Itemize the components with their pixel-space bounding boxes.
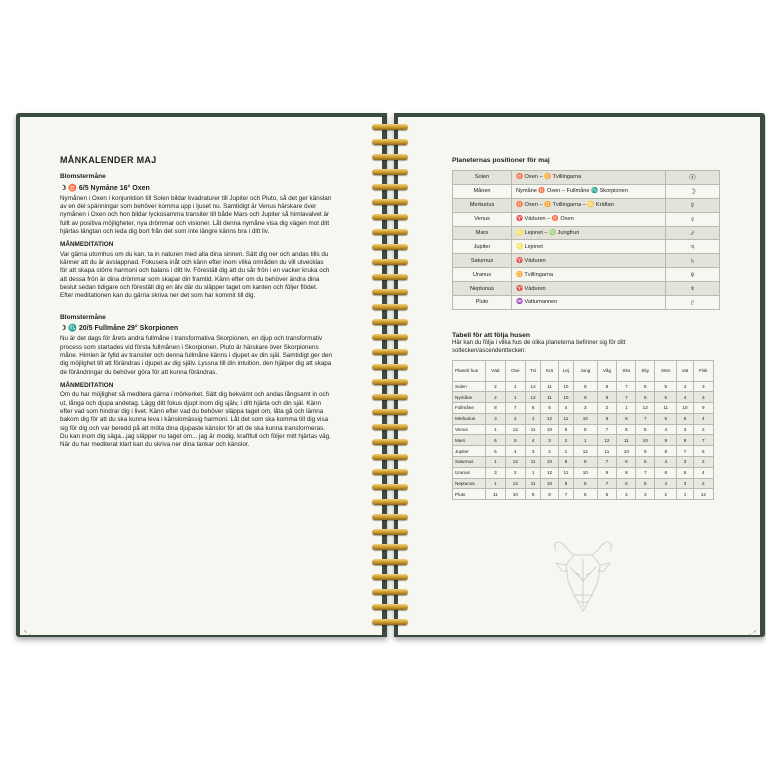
- houses-cell: 1: [505, 381, 525, 392]
- houses-cell: 10: [541, 424, 559, 435]
- right-page-content: [452, 157, 720, 500]
- houses-planet-name: Uranus: [453, 467, 486, 478]
- houses-cell: 3: [636, 489, 655, 500]
- spiral-ring: [364, 124, 416, 132]
- positions-row: [453, 171, 720, 185]
- houses-cell: 10: [541, 457, 559, 468]
- houses-cell: 1: [525, 413, 540, 424]
- planet-name: Saturnus: [453, 254, 512, 268]
- spiral-ring: [364, 574, 416, 582]
- houses-cell: 3: [541, 435, 559, 446]
- houses-cell: 1: [486, 478, 506, 489]
- houses-cell: 10: [505, 489, 525, 500]
- left-page-content: [60, 155, 332, 454]
- houses-corner-header: Planet/ hus: [453, 360, 486, 381]
- planet-name: Månen: [453, 184, 512, 198]
- houses-cell: 3: [677, 424, 693, 435]
- right-page: [398, 117, 760, 635]
- houses-cell: 11: [558, 467, 573, 478]
- houses-cell: 5: [636, 457, 655, 468]
- houses-cell: 12: [525, 392, 540, 403]
- houses-cell: 2: [486, 381, 506, 392]
- houses-column-header: Våg: [597, 360, 617, 381]
- houses-cell: 3: [677, 457, 693, 468]
- houses-cell: 11: [541, 381, 559, 392]
- planet-name: Venus: [453, 212, 512, 226]
- spiral-ring: [364, 439, 416, 447]
- houses-cell: 5: [486, 446, 506, 457]
- houses-cell: 12: [574, 446, 598, 457]
- houses-cell: 5: [597, 489, 617, 500]
- houses-cell: 12: [505, 457, 525, 468]
- houses-cell: 3: [525, 446, 540, 457]
- houses-cell: 1: [505, 392, 525, 403]
- houses-row: [453, 435, 714, 446]
- houses-cell: 8: [486, 403, 506, 414]
- houses-cell: 8: [597, 392, 617, 403]
- houses-planet-name: Merkurius: [453, 413, 486, 424]
- houses-row: [453, 467, 714, 478]
- houses-cell: 11: [655, 403, 677, 414]
- page-corner-dashes: [726, 600, 756, 635]
- planet-symbol-icon: ♇: [666, 296, 720, 310]
- bull-head-icon: [548, 537, 618, 617]
- houses-cell: 4: [655, 457, 677, 468]
- positions-title: Planeternas positioner för maj: [452, 157, 550, 164]
- planet-symbol-icon: ♃: [666, 240, 720, 254]
- houses-cell: 6: [636, 381, 655, 392]
- houses-planet-name: Solen: [453, 381, 486, 392]
- houses-cell: 4: [505, 446, 525, 457]
- houses-cell: 1: [677, 489, 693, 500]
- spiral-ring: [364, 589, 416, 597]
- spiral-ring: [364, 379, 416, 387]
- houses-cell: 7: [505, 403, 525, 414]
- houses-row: [453, 392, 714, 403]
- planet-symbol-icon: ♀: [666, 212, 720, 226]
- houses-row: [453, 403, 714, 414]
- houses-cell: 1: [525, 467, 540, 478]
- spiral-ring: [364, 154, 416, 162]
- houses-cell: 9: [558, 424, 573, 435]
- houses-cell: 8: [655, 446, 677, 457]
- positions-row: [453, 226, 720, 240]
- houses-planet-name: Venus: [453, 424, 486, 435]
- houses-cell: 6: [617, 424, 636, 435]
- houses-column-header: Vat: [677, 360, 693, 381]
- houses-cell: 11: [617, 435, 636, 446]
- houses-cell: 9: [693, 403, 713, 414]
- houses-row: [453, 489, 714, 500]
- spiral-ring: [364, 544, 416, 552]
- positions-row: [453, 268, 720, 282]
- houses-cell: 12: [505, 424, 525, 435]
- houses-cell: 7: [636, 413, 655, 424]
- houses-cell: 7: [636, 467, 655, 478]
- spiral-ring: [364, 334, 416, 342]
- section2-meditation-heading: MÅNMEDITATION: [60, 381, 114, 389]
- houses-cell: 3: [486, 467, 506, 478]
- planet-name: Mars: [453, 226, 512, 240]
- planet-name: Jupiter: [453, 240, 512, 254]
- houses-cell: 10: [677, 403, 693, 414]
- houses-cell: 7: [617, 392, 636, 403]
- houses-cell: 10: [558, 381, 573, 392]
- houses-column-header: Oxe: [505, 360, 525, 381]
- planet-position: Nymåne ♉ Oxen – Fullmåne ♏ Skorpionen: [512, 184, 666, 198]
- houses-cell: 2: [693, 424, 713, 435]
- planet-symbol-icon: ☿: [666, 198, 720, 212]
- spiral-ring: [364, 139, 416, 147]
- houses-column-header: Lej: [558, 360, 573, 381]
- houses-row: [453, 457, 714, 468]
- houses-cell: 12: [525, 381, 540, 392]
- section1-moon-line: ☽ ♉ 6/5 Nymåne 16° Oxen: [60, 184, 150, 192]
- houses-cell: 10: [574, 413, 598, 424]
- houses-column-header: Sten: [655, 360, 677, 381]
- planet-position: ♉ Oxen – ♊ Tvillingarna: [512, 171, 666, 185]
- planet-position: ♈ Väduren: [512, 254, 666, 268]
- houses-cell: 4: [525, 435, 540, 446]
- houses-cell: 5: [636, 478, 655, 489]
- houses-cell: 6: [525, 403, 540, 414]
- section1-meditation: Var gärna utomhus om du kan, ta in naturen med alla dina sinnen. Sätt dig ner och andas tills du känner att du är avslappnad. Fokusera inåt och känn efter inom vilka områden du vill utvecklas för att skapa större harmoni och balans i ditt liv. Föreställ dig att du sår frön i en vacker kruka och att dessa frön är dina drömmar som skapar din framtid. Känn efter om du behöver ändra dina beslut sedan tidigare och föreställ dig en älv där du släpper taget om kanten och följer flödet. Efter meditationen kan du gärna skriva ner det som har kommit till dig.: [60, 250, 330, 300]
- houses-cell: 1: [617, 403, 636, 414]
- houses-cell: 12: [636, 403, 655, 414]
- houses-cell: 8: [574, 424, 598, 435]
- spiral-ring: [364, 274, 416, 282]
- spiral-ring: [364, 529, 416, 537]
- houses-cell: 9: [574, 381, 598, 392]
- houses-cell: 8: [617, 467, 636, 478]
- spiral-ring: [364, 199, 416, 207]
- houses-cell: 7: [597, 478, 617, 489]
- houses-planet-name: Mars: [453, 435, 486, 446]
- planet-position: ♌ Lejonet: [512, 240, 666, 254]
- houses-cell: 8: [574, 457, 598, 468]
- planet-name: Neptunus: [453, 282, 512, 296]
- houses-cell: 2: [597, 403, 617, 414]
- houses-cell: 9: [525, 489, 540, 500]
- houses-cell: 5: [655, 392, 677, 403]
- spiral-ring: [364, 319, 416, 327]
- houses-cell: 4: [617, 489, 636, 500]
- planet-position: ♒ Vattumannen: [512, 296, 666, 310]
- positions-row: [453, 184, 720, 198]
- spiral-ring: [364, 454, 416, 462]
- houses-cell: 12: [505, 478, 525, 489]
- houses-cell: 8: [574, 478, 598, 489]
- spiral-ring: [364, 304, 416, 312]
- houses-cell: 9: [636, 446, 655, 457]
- houses-cell: 5: [677, 413, 693, 424]
- houses-cell: 8: [617, 413, 636, 424]
- houses-row: [453, 446, 714, 457]
- houses-planet-name: Nymåne: [453, 392, 486, 403]
- planet-name: Merkurius: [453, 198, 512, 212]
- houses-cell: 6: [574, 489, 598, 500]
- houses-table: [452, 360, 714, 501]
- spiral-ring: [364, 349, 416, 357]
- houses-cell: 9: [597, 413, 617, 424]
- houses-column-header: Fisk: [693, 360, 713, 381]
- spiral-ring: [364, 469, 416, 477]
- houses-cell: 6: [693, 446, 713, 457]
- houses-cell: 6: [636, 392, 655, 403]
- spiral-ring: [364, 289, 416, 297]
- houses-row: [453, 413, 714, 424]
- spiral-ring: [364, 424, 416, 432]
- houses-cell: 7: [597, 457, 617, 468]
- houses-cell: 7: [677, 446, 693, 457]
- spiral-ring: [364, 604, 416, 612]
- houses-cell: 5: [541, 403, 559, 414]
- houses-cell: 5: [655, 381, 677, 392]
- houses-cell: 4: [677, 392, 693, 403]
- planet-symbol-icon: ♂: [666, 226, 720, 240]
- houses-cell: 4: [558, 403, 573, 414]
- houses-cell: 5: [677, 467, 693, 478]
- houses-cell: 11: [541, 392, 559, 403]
- houses-cell: 9: [597, 467, 617, 478]
- houses-column-header: Sky: [636, 360, 655, 381]
- houses-cell: 11: [486, 489, 506, 500]
- houses-cell: 2: [541, 446, 559, 457]
- spiral-ring: [364, 619, 416, 627]
- planet-symbol-icon: ☉: [666, 171, 720, 185]
- page-corner-dashes: [24, 600, 54, 635]
- section2-heading: Blomstermåne: [60, 313, 106, 321]
- houses-cell: 10: [617, 446, 636, 457]
- houses-cell: 11: [597, 446, 617, 457]
- houses-title: Tabell för att följa husen: [452, 331, 531, 339]
- houses-cell: 6: [655, 413, 677, 424]
- houses-planet-name: Jupiter: [453, 446, 486, 457]
- houses-cell: 3: [677, 478, 693, 489]
- houses-cell: 6: [617, 457, 636, 468]
- planet-position: ♈ Väduren – ♉ Oxen: [512, 212, 666, 226]
- houses-cell: 10: [636, 435, 655, 446]
- houses-cell: 11: [525, 457, 540, 468]
- section1-paragraph: Nymånen i Oxen i konjunktion till Solen bildar kvadraturer till Jupiter och Pluto, så det ger känslan av en del spänningar som behöver komma upp i ljuset nu. Samtidigt är Venus härskare över nymånen i Oxen och hon bildar lyckosamma transiter till både Mars och Jupiter så himlavalvet är fullt av positiva möjligheter, nya drömmar och visioner. Låt denna nymåne visa dig vägen mot ditt hjärtas längtan och leda dig bort från det som inte längre känns bra i ditt liv.: [60, 194, 332, 235]
- positions-row: [453, 198, 720, 212]
- houses-subtitle: Här kan du följa i vilka hus de olika planeterna befinner sig för ditt soltecken/ascendenttecken:: [452, 339, 626, 354]
- planet-symbol-icon: ☽: [666, 184, 720, 198]
- houses-cell: 3: [574, 403, 598, 414]
- houses-column-header: Tvi: [525, 360, 540, 381]
- houses-cell: 6: [655, 467, 677, 478]
- spiral-ring: [364, 514, 416, 522]
- houses-cell: 12: [541, 467, 559, 478]
- houses-planet-name: Neptunus: [453, 478, 486, 489]
- houses-planet-name: Saturnus: [453, 457, 486, 468]
- houses-cell: 11: [558, 413, 573, 424]
- page-title: MÅNKALENDER MAJ: [60, 155, 157, 165]
- houses-cell: 11: [525, 424, 540, 435]
- positions-row: [453, 254, 720, 268]
- houses-row: [453, 478, 714, 489]
- spiral-ring: [364, 244, 416, 252]
- houses-cell: 6: [486, 435, 506, 446]
- spiral-ring: [364, 364, 416, 372]
- houses-column-header: Jung: [574, 360, 598, 381]
- houses-cell: 2: [558, 435, 573, 446]
- positions-table: [452, 170, 720, 310]
- spiral-ring: [364, 559, 416, 567]
- houses-cell: 8: [677, 435, 693, 446]
- houses-cell: 1: [558, 446, 573, 457]
- spiral-ring: [364, 169, 416, 177]
- houses-cell: 9: [558, 478, 573, 489]
- spiral-ring: [364, 259, 416, 267]
- planet-position: ♈ Väduren: [512, 282, 666, 296]
- positions-row: [453, 212, 720, 226]
- planet-name: Uranus: [453, 268, 512, 282]
- spiral-ring: [364, 229, 416, 237]
- houses-cell: 9: [558, 457, 573, 468]
- planet-name: Pluto: [453, 296, 512, 310]
- houses-cell: 4: [693, 413, 713, 424]
- houses-cell: 9: [655, 435, 677, 446]
- houses-cell: 7: [617, 381, 636, 392]
- spiral-ring: [364, 394, 416, 402]
- spiral-ring: [364, 214, 416, 222]
- spiral-binding: [364, 118, 416, 634]
- houses-cell: 1: [486, 424, 506, 435]
- houses-cell: 2: [655, 489, 677, 500]
- planet-symbol-icon: ♅: [666, 268, 720, 282]
- houses-cell: 7: [558, 489, 573, 500]
- houses-cell: 12: [693, 489, 713, 500]
- houses-cell: 8: [597, 381, 617, 392]
- houses-planet-name: Pluto: [453, 489, 486, 500]
- left-page: [20, 117, 382, 635]
- houses-cell: 5: [505, 435, 525, 446]
- positions-row: [453, 282, 720, 296]
- spiral-ring: [364, 184, 416, 192]
- section2-moon-line: ☽ ♏ 20/5 Fullmåne 29° Skorpionen: [60, 325, 179, 333]
- houses-cell: 10: [558, 392, 573, 403]
- houses-cell: 1: [486, 457, 506, 468]
- section2-meditation: Om du har möjlighet så meditera gärna i mörkerket. Sätt dig bekvämt och andas långsamt in och ut, långa och djupa andetag. Lägg ditt fokus djupt inom dig själv, i ditt hjärta och din själ. Känn efter vad som hindrar dig i livet. Känn efter vad du behöver släppa taget om, låta gå och lämna bakom dig för att du ska kunna leva i känslomässig harmoni. Låt det som ska komma till dig visa sig för dig och var beredd på att möta dina djupaste känslor för att de ska kunna transformeras. Du kan inom dig säga...jag släpper nu taget om... jag är modig, kraftfull och följer mitt hjärtas väg. När du har mediterat klart kan du skriva ner dina tankar och känslor.: [60, 391, 331, 449]
- planet-name: Solen: [453, 171, 512, 185]
- planet-symbol-icon: ♄: [666, 254, 720, 268]
- houses-cell: 2: [486, 392, 506, 403]
- houses-column-header: Sko: [617, 360, 636, 381]
- houses-planet-name: Fullmåne: [453, 403, 486, 414]
- houses-column-header: Väd: [486, 360, 506, 381]
- houses-cell: 2: [693, 478, 713, 489]
- spiral-ring: [364, 409, 416, 417]
- positions-row: [453, 296, 720, 310]
- houses-cell: 4: [655, 424, 677, 435]
- section1-meditation-heading: MÅNMEDITATION: [60, 241, 114, 249]
- houses-cell: 3: [693, 392, 713, 403]
- houses-cell: 3: [486, 413, 506, 424]
- houses-cell: 11: [525, 478, 540, 489]
- planet-symbol-icon: ♆: [666, 282, 720, 296]
- houses-cell: 8: [541, 489, 559, 500]
- planet-position: ♊ Tvillingarna: [512, 268, 666, 282]
- houses-cell: 2: [693, 457, 713, 468]
- houses-cell: 10: [574, 467, 598, 478]
- houses-cell: 2: [505, 467, 525, 478]
- houses-cell: 6: [617, 478, 636, 489]
- spiral-ring: [364, 484, 416, 492]
- houses-cell: 10: [541, 478, 559, 489]
- houses-row: [453, 381, 714, 392]
- houses-cell: 12: [597, 435, 617, 446]
- houses-cell: 3: [693, 381, 713, 392]
- section2-paragraph: Nu är det dags för årets andra fullmåne i transformativa Skorpionen, en djup och transformativ process som startades vid första fullmånen i Skorpionen. Pluto är härskare över Skorpionens måne. Himlen är fylld av transiter och denna fullmåne känns i djupet av din själ. Samtidigt ger den dig möjlighet till att förändras i djupet av dig själv. Lyssna till din intuition, den hjälper dig att skapa de förändringar du behöver göra för att kunna förändras.: [60, 335, 332, 376]
- houses-row: [453, 424, 714, 435]
- planet-position: ♉ Oxen – ♊ Tvillingarna – ♋ Kräftan: [512, 198, 666, 212]
- houses-cell: 1: [574, 435, 598, 446]
- houses-cell: 4: [693, 467, 713, 478]
- positions-row: [453, 240, 720, 254]
- houses-cell: 4: [677, 381, 693, 392]
- houses-cell: 2: [505, 413, 525, 424]
- houses-cell: 7: [597, 424, 617, 435]
- houses-cell: 9: [574, 392, 598, 403]
- planet-position: ♌ Lejonet – ♍ Jungfrun: [512, 226, 666, 240]
- houses-column-header: Krä: [541, 360, 559, 381]
- houses-cell: 12: [541, 413, 559, 424]
- houses-cell: 7: [693, 435, 713, 446]
- houses-cell: 5: [636, 424, 655, 435]
- section1-heading: Blomstermåne: [60, 172, 106, 180]
- houses-cell: 4: [655, 478, 677, 489]
- spiral-ring: [364, 499, 416, 507]
